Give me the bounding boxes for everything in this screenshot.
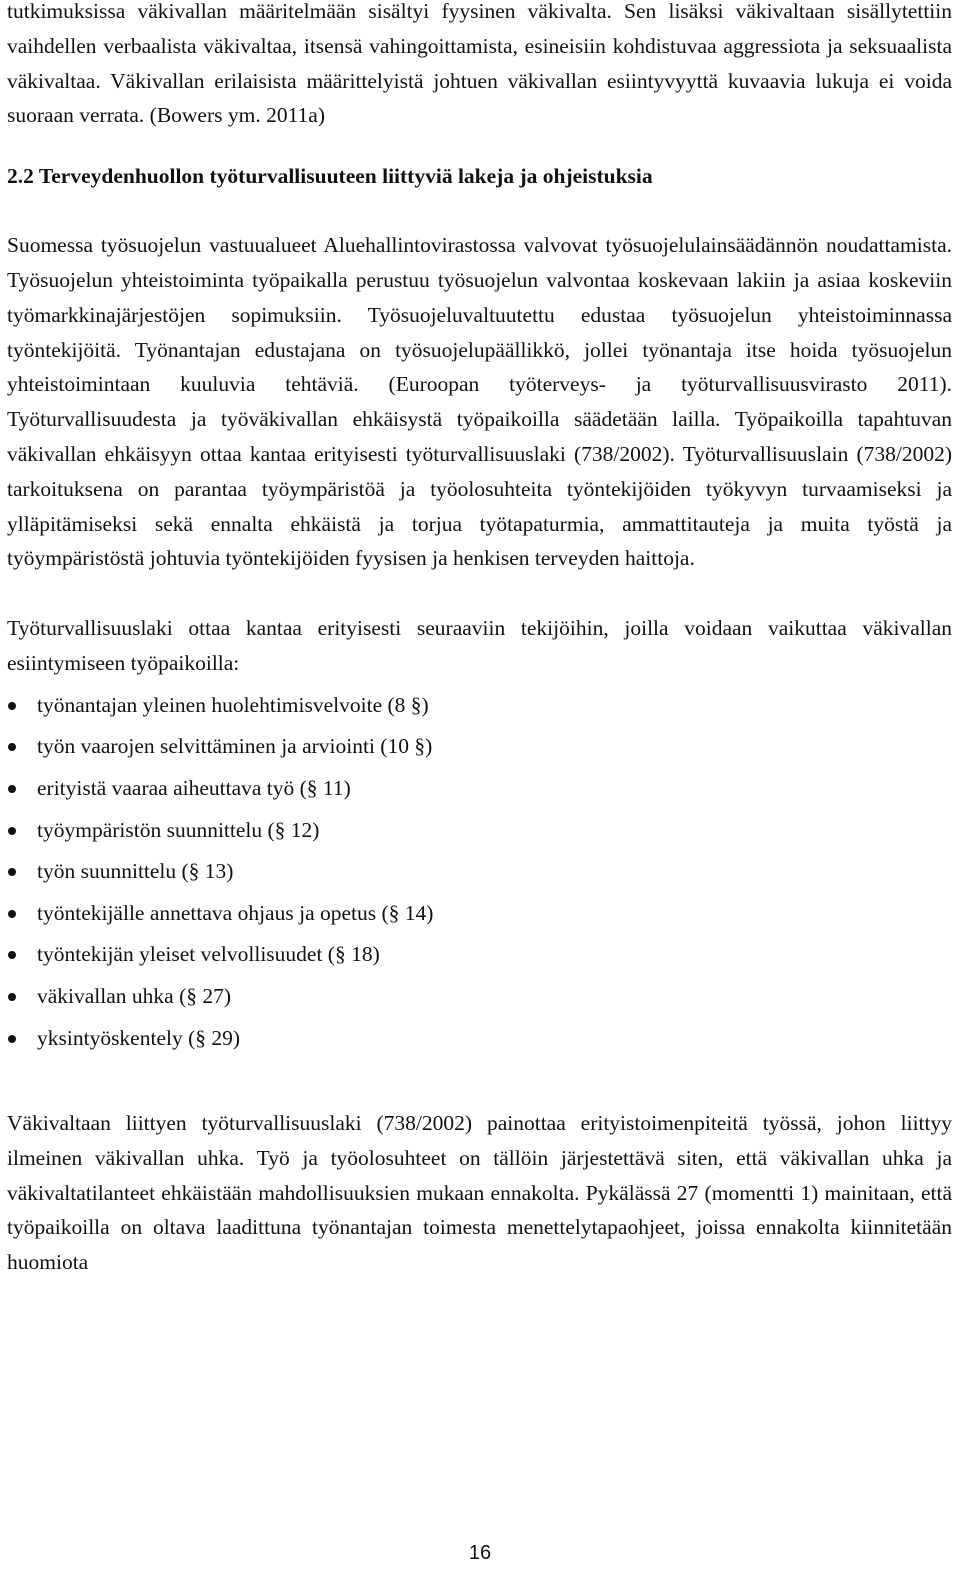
intro-paragraph: tutkimuksissa väkivallan määritelmään sisältyi fyysinen väkivalta. Sen lisäksi väkivaltaan sisällytettiin vaihdellen verbaalista väkivaltaa, itsensä vahingoittamista, esineisiin kohdistuvaa aggressiota ja seksuaalista väkivaltaa. Väkivallan erilaisista määrittelyistä johtuen väkivallan esiintyvyyttä kuvaavia lukuja ei voida suoraan verrata. (Bowers ym. 2011a) xyxy=(7,0,952,128)
list-item: työnantajan yleinen huolehtimisvelvoite (8 §) xyxy=(7,685,952,727)
bullet-icon xyxy=(8,743,16,751)
bullet-icon xyxy=(8,827,16,835)
bullet-icon xyxy=(8,868,16,876)
bullet-icon xyxy=(8,993,16,1001)
factor-list xyxy=(7,685,952,1059)
section-heading: 2.2 Terveydenhuollon työturvallisuuteen liittyviä lakeja ja ohjeistuksia xyxy=(7,164,653,189)
list-item: työntekijän yleiset velvollisuudet (§ 18) xyxy=(7,934,952,976)
list-item: työn suunnittelu (§ 13) xyxy=(7,851,952,893)
bullet-icon xyxy=(8,785,16,793)
list-item: työn vaarojen selvittäminen ja arviointi (10 §) xyxy=(7,726,952,768)
body-paragraph-factors: Työturvallisuuslaki ottaa kantaa erityisesti seuraaviin tekijöihin, joilla voidaan vaikuttaa väkivallan esiintymiseen työpaikoilla: xyxy=(7,616,952,675)
list-item: väkivallan uhka (§ 27) xyxy=(7,976,952,1018)
bullet-icon xyxy=(8,1035,16,1043)
list-item: työntekijälle annettava ohjaus ja opetus (§ 14) xyxy=(7,893,952,935)
list-item: yksintyöskentely (§ 29) xyxy=(7,1018,952,1060)
bullet-icon xyxy=(8,910,16,918)
bullet-icon xyxy=(8,951,16,959)
body-paragraph-violence-threat: Väkivaltaan liittyen työturvallisuuslaki (738/2002) painottaa erityistoimenpiteitä työssä, johon liittyy ilmeinen väkivallan uhka. Työ ja työolosuhteet on tällöin järjestettävä siten, että väkivallan uhka ja väkivaltatilanteet ehkäistään mahdollisuuksien mukaan ennakolta. Pykälässä 27 (momentti 1) mainitaan, että työpaikoilla on oltava laadittuna työnantajan toimesta menettelytapaohjeet, joissa ennakolta kiinnitetään huomiota xyxy=(7,1111,952,1275)
bullet-icon xyxy=(8,702,16,710)
list-item: työympäristön suunnittelu (§ 12) xyxy=(7,810,952,852)
body-paragraph-legislation: Suomessa työsuojelun vastuualueet Aluehallintovirastossa valvovat työsuojelulainsäädännön noudattamista. Työsuojelun yhteistoiminta työpaikalla perustuu työsuojelun valvontaa koskevaan lakiin ja asiaa koskeviin työmarkkinajärjestöjen sopimuksiin. Työsuojeluvaltuutettu edustaa työsuojelun yhteistoiminnassa työntekijöitä. Työnantajan edustajana on työsuojelupäällikkö, jollei työnantaja itse hoida työsuojelun yhteistoimintaan kuuluvia tehtäviä. (Euroopan työterveys- ja työturvallisuusvirasto 2011). Työturvallisuudesta ja työväkivallan ehkäisystä työpaikoilla säädetään lailla. Työpaikoilla tapahtuvan väkivallan ehkäisyyn ottaa kantaa erityisesti työturvallisuuslaki (738/2002). Työturvallisuuslain (738/2002) tarkoituksena on parantaa työympäristöä ja työolosuhteita työntekijöiden työkyvyn turvaamiseksi ja ylläpitämiseksi sekä ennalta ehkäistä ja torjua työtapaturmia, ammattitauteja ja muita työstä ja työympäristöstä johtuvia työntekijöiden fyysisen ja henkisen terveyden haittoja. xyxy=(7,233,952,571)
document-page xyxy=(7,0,952,1280)
page-number: 16 xyxy=(468,1542,492,1564)
list-item: erityistä vaaraa aiheuttava työ (§ 11) xyxy=(7,768,952,810)
